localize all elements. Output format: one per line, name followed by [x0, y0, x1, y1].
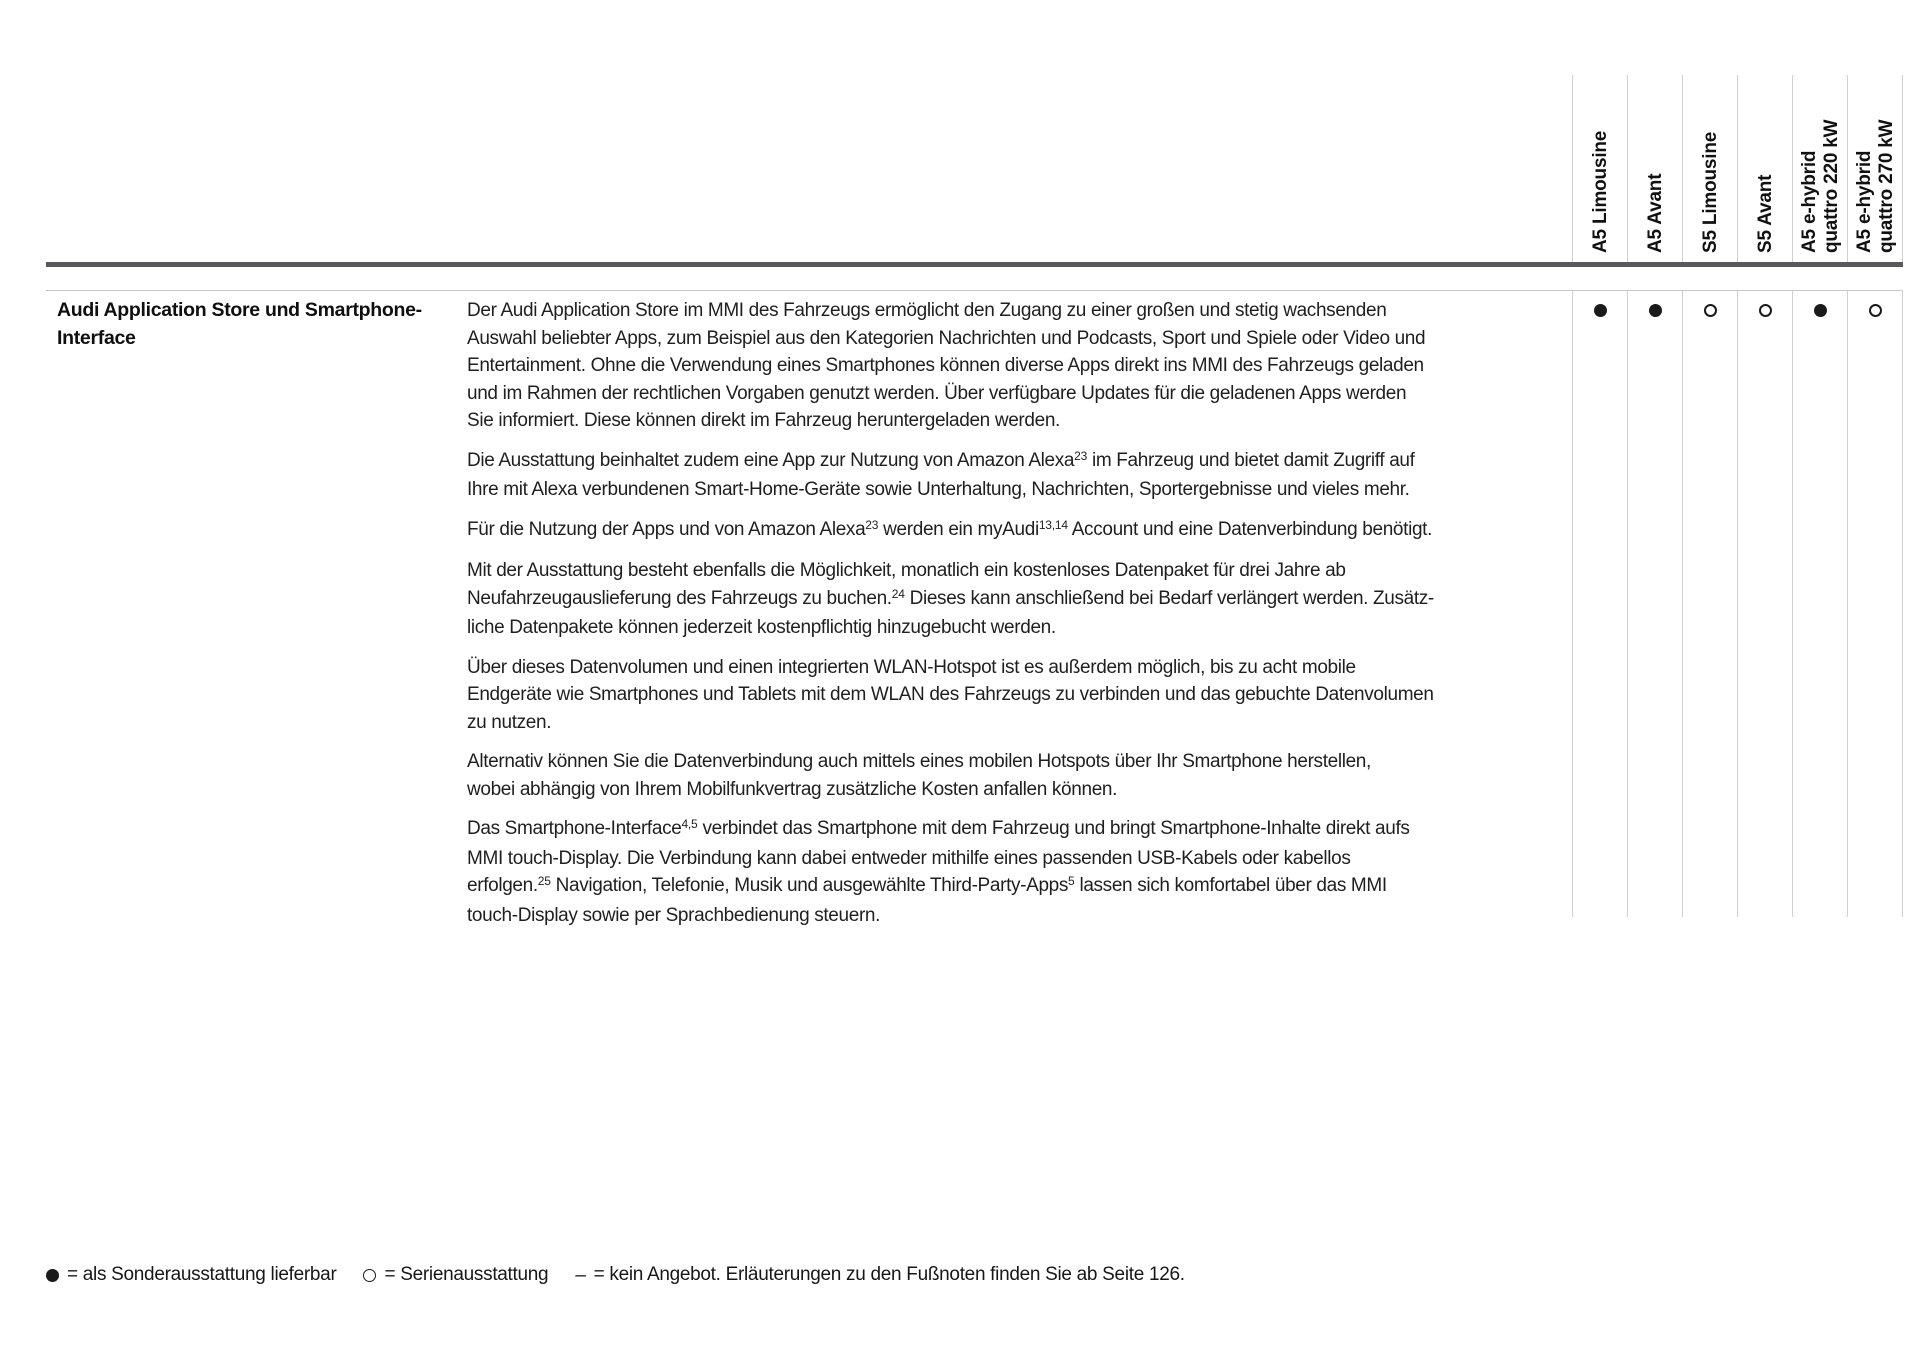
text-segment: erfolgen.	[467, 875, 538, 896]
column-header-a5-avant	[1627, 75, 1683, 262]
open-circle-icon	[1759, 304, 1772, 317]
availability-cell-a5-e-hybrid-quattro-220-kw	[1792, 291, 1848, 917]
text-line	[467, 585, 1567, 615]
text-segment: MMI touch-Display. Die Verbindung kann dabei entweder mithilfe eines passenden USB-Kabels oder kabellos	[467, 847, 1351, 869]
description-paragraph-6	[467, 748, 1567, 803]
column-header-line: S5 Avant	[1754, 174, 1776, 253]
text-line	[467, 776, 1567, 804]
text-line	[467, 447, 1567, 477]
text-line	[467, 352, 1567, 380]
text-line	[467, 845, 1567, 873]
description-paragraph-3	[467, 516, 1567, 546]
availability-cell-s5-avant	[1737, 291, 1793, 917]
text-segment: Ihre mit Alexa verbundenen Smart-Home-Geräte sowie Unterhaltung, Nachrichten, Sportergebnisse und vieles mehr.	[467, 479, 1410, 500]
open-circle-icon	[1704, 304, 1717, 317]
column-header-label	[1738, 75, 1793, 262]
text-line	[467, 516, 1567, 546]
footnote-reference: 23	[1074, 448, 1088, 463]
column-header-s5-limousine	[1682, 75, 1738, 262]
feature-title-line: Audi Application Store und Smartphone-	[57, 299, 422, 321]
text-segment: Der Audi Application Store im MMI des Fahrzeugs ermöglicht den Zugang zu einer großen und stetig wachsenden	[467, 300, 1387, 321]
legend	[46, 1264, 1185, 1286]
text-line	[467, 380, 1567, 408]
column-header-line: S5 Limousine	[1699, 131, 1721, 253]
text-line	[467, 709, 1567, 737]
text-line	[467, 476, 1567, 504]
dash-icon: –	[575, 1264, 586, 1286]
text-line	[467, 748, 1567, 776]
footnote-reference: 5	[1068, 874, 1075, 888]
text-segment: und im Rahmen der rechtlichen Vorgaben genutzt werden. Über verfügbare Updates für die geladenen Apps werden	[467, 382, 1407, 404]
column-header-line: A5 e-hybrid	[1799, 150, 1820, 253]
text-segment: Dieses kann anschließend bei Bedarf verlängert werden. Zusätz-	[904, 587, 1434, 609]
column-header-line: quattro 220 kW	[1820, 119, 1842, 253]
text-segment: touch-Display sowie per Sprachbedienung steuern.	[467, 904, 881, 926]
text-line	[467, 654, 1567, 682]
text-line	[467, 325, 1567, 353]
footnote-reference: 4,5	[681, 817, 698, 831]
text-segment: Account und eine Datenverbindung benötigt.	[1067, 518, 1433, 540]
column-header-s5-avant	[1737, 75, 1793, 262]
description-paragraph-4	[467, 557, 1567, 642]
availability-cell-s5-limousine	[1682, 291, 1738, 917]
legend-text: = als Sonderausstattung lieferbar	[67, 1264, 337, 1285]
feature-title	[57, 297, 457, 352]
text-segment: Entertainment. Ohne die Verwendung eines Smartphones können diverse Apps direkt ins MMI des Fahrzeugs geladen	[467, 355, 1424, 376]
text-segment: Navigation, Telefonie, Musik und ausgewählte Third-Party-Apps	[550, 875, 1069, 896]
text-segment: Neufahrzeugauslieferung des Fahrzeugs zu buchen.	[467, 587, 892, 609]
legend-text: = kein Angebot. Erläuterungen zu den Fußnoten finden Sie ab Seite 126.	[593, 1264, 1185, 1285]
column-header-line: quattro 270 kW	[1875, 119, 1897, 253]
feature-description	[467, 297, 1567, 941]
text-segment: Mit der Ausstattung besteht ebenfalls die Möglichkeit, monatlich ein kostenloses Datenpaket für drei Jahre ab	[467, 560, 1346, 581]
footnote-reference: 23	[865, 517, 879, 532]
header-rule	[46, 262, 1903, 267]
column-header-line: A5 e-hybrid	[1854, 150, 1875, 253]
text-segment: Die Ausstattung beinhaltet zudem eine App zur Nutzung von Amazon Alexa	[467, 449, 1075, 471]
availability-cell-a5-avant	[1627, 291, 1683, 917]
footnote-reference: 24	[891, 586, 905, 601]
column-header-label	[1628, 75, 1683, 262]
column-header-a5-e-hybrid-quattro-270-kw	[1847, 75, 1903, 262]
column-header-label	[1683, 75, 1738, 262]
text-line	[467, 614, 1567, 642]
text-line	[467, 902, 1567, 930]
text-line	[467, 557, 1567, 585]
text-segment: werden ein myAudi	[878, 518, 1039, 540]
text-segment: Auswahl beliebter Apps, zum Beispiel aus den Kategorien Nachrichten und Podcasts, Sport und Spiele oder Video und	[467, 327, 1426, 349]
description-paragraph-7	[467, 815, 1567, 929]
text-segment: Für die Nutzung der Apps und von Amazon Alexa	[467, 518, 866, 540]
legend-item-dash	[575, 1264, 1184, 1286]
legend-item-open-circle	[363, 1264, 548, 1286]
column-header-a5-e-hybrid-quattro-220-kw	[1792, 75, 1848, 262]
column-header-line: A5 Limousine	[1589, 130, 1611, 253]
footnote-reference: 13,14	[1038, 517, 1068, 532]
description-paragraph-5	[467, 654, 1567, 737]
text-line	[467, 815, 1567, 845]
text-line	[467, 407, 1567, 435]
text-segment: verbindet das Smartphone mit dem Fahrzeug und bringt Smartphone-Inhalte direkt aufs	[697, 818, 1410, 839]
column-header-label	[1573, 75, 1628, 262]
legend-text: = Serienausstattung	[384, 1264, 549, 1285]
column-header-a5-limousine	[1572, 75, 1628, 262]
column-header-label	[1793, 75, 1848, 262]
legend-item-filled-circle	[46, 1264, 336, 1286]
filled-circle-icon	[1814, 304, 1827, 317]
text-segment: Über dieses Datenvolumen und einen integrierten WLAN-Hotspot ist es außerdem möglich, bis zu acht mobile	[467, 656, 1356, 678]
filled-circle-icon	[1649, 304, 1662, 317]
column-header-line: A5 Avant	[1644, 173, 1666, 253]
text-segment: Sie informiert. Diese können direkt im Fahrzeug heruntergeladen werden.	[467, 410, 1060, 431]
text-segment: Alternativ können Sie die Datenverbindung auch mittels eines mobilen Hotspots über Ihr Smartphone herstellen,	[467, 751, 1371, 772]
open-circle-icon	[363, 1269, 376, 1282]
availability-cell-a5-limousine	[1572, 291, 1628, 917]
availability-cell-a5-e-hybrid-quattro-270-kw	[1847, 291, 1903, 917]
text-segment: zu nutzen.	[467, 711, 552, 733]
description-paragraph-1	[467, 297, 1567, 435]
text-line	[467, 872, 1567, 902]
text-line	[467, 681, 1567, 709]
filled-circle-icon	[1594, 304, 1607, 317]
text-segment: wobei abhängig von Ihrem Mobilfunkvertrag zusätzliche Kosten anfallen können.	[467, 778, 1118, 800]
text-line	[467, 297, 1567, 325]
feature-title-line: Interface	[57, 326, 136, 349]
open-circle-icon	[1869, 304, 1882, 317]
filled-circle-icon	[46, 1269, 59, 1282]
footnote-reference: 25	[537, 874, 551, 888]
description-paragraph-2	[467, 447, 1567, 504]
text-segment: Endgeräte wie Smartphones und Tablets mit dem WLAN des Fahrzeugs zu verbinden und das gebuchte Datenvolumen	[467, 684, 1434, 705]
column-header-label	[1848, 75, 1903, 262]
text-segment: im Fahrzeug und bietet damit Zugriff auf	[1087, 449, 1415, 471]
text-segment: Das Smartphone-Interface	[467, 818, 682, 839]
text-segment: lassen sich komfortabel über das MMI	[1074, 875, 1387, 896]
text-segment: liche Datenpakete können jederzeit kostenpflichtig hinzugebucht werden.	[467, 617, 1056, 638]
